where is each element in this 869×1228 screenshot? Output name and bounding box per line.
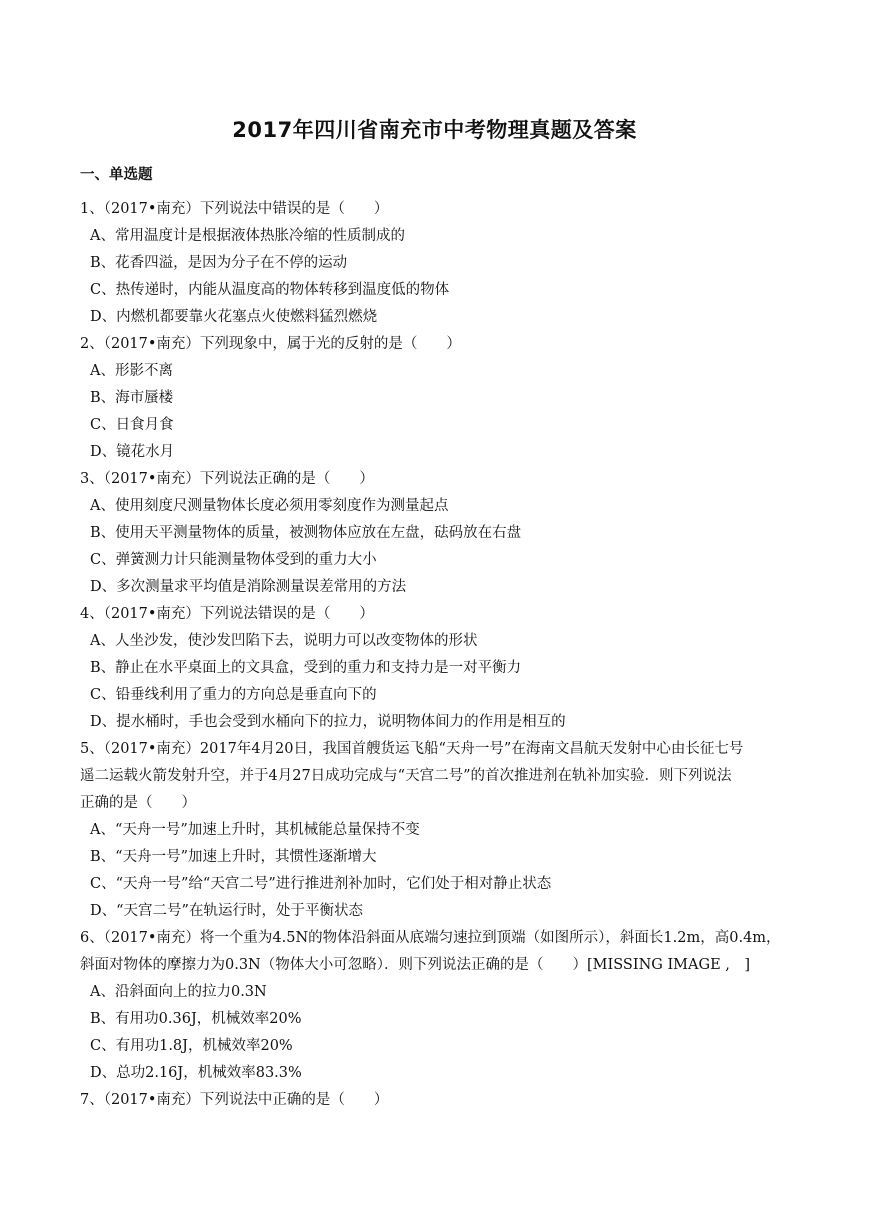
question-3-option-c: C、弹簧测力计只能测量物体受到的重力大小 <box>90 552 377 568</box>
question-2-option-c: C、日食月食 <box>90 417 174 433</box>
question-1-option-b: B、花香四溢，是因为分子在不停的运动 <box>90 255 348 271</box>
question-1-option-c: C、热传递时，内能从温度高的物体转移到温度低的物体 <box>90 282 450 298</box>
question-2-option-b: B、海市蜃楼 <box>90 390 174 406</box>
question-5-option-b: B、“天舟一号”加速上升时，其惯性逐渐增大 <box>90 849 377 865</box>
question-5-stem-line-1: 5、（2017•南充）2017年4月20日，我国首艘货运飞船“天舟一号”在海南文昌航天发射中心由长征七号 <box>80 741 744 757</box>
question-1-option-a: A、常用温度计是根据液体热胀冷缩的性质制成的 <box>90 228 405 244</box>
question-3-option-d: D、多次测量求平均值是消除测量误差常用的方法 <box>90 579 407 595</box>
question-5-option-a: A、“天舟一号”加速上升时，其机械能总量保持不变 <box>90 822 420 838</box>
section-heading: 一、单选题 <box>80 167 153 183</box>
question-5-option-c: C、“天舟一号”给“天宫二号”进行推进剂补加时，它们处于相对静止状态 <box>90 876 552 892</box>
question-3-stem: 3、（2017•南充）下列说法正确的是（ ） <box>80 471 374 487</box>
question-7-stem: 7、（2017•南充）下列说法中正确的是（ ） <box>80 1092 389 1108</box>
question-6-stem-line-2: 斜面对物体的摩擦力为0.3N（物体大小可忽略）．则下列说法正确的是（ ）[MISSING IMAGE , ] <box>80 957 751 973</box>
question-2-option-d: D、镜花水月 <box>90 444 175 460</box>
question-5-stem-line-3: 正确的是（ ） <box>80 795 196 811</box>
question-1-option-d: D、内燃机都要靠火花塞点火使燃料猛烈燃烧 <box>90 309 378 325</box>
question-1-stem: 1、（2017•南充）下列说法中错误的是（ ） <box>80 201 389 217</box>
question-2-stem: 2、（2017•南充）下列现象中，属于光的反射的是（ ） <box>80 336 461 352</box>
question-6-option-a: A、沿斜面向上的拉力0.3N <box>90 984 267 1000</box>
question-3-option-b: B、使用天平测量物体的质量，被测物体应放在左盘，砝码放在右盘 <box>90 525 522 541</box>
question-6-option-d: D、总功2.16J，机械效率83.3% <box>90 1065 302 1081</box>
question-5-stem-line-2: 遥二运载火箭发射升空，并于4月27日成功完成与“天宫二号”的首次推进剂在轨补加实验．则下列说法 <box>80 768 732 784</box>
question-4-stem: 4、（2017•南充）下列说法错误的是（ ） <box>80 606 374 622</box>
question-2-option-a: A、形影不离 <box>90 363 173 379</box>
question-4-option-a: A、人坐沙发，使沙发凹陷下去，说明力可以改变物体的形状 <box>90 633 478 649</box>
page-title: 2017年四川省南充市中考物理真题及答案 <box>232 118 637 142</box>
question-6-stem-line-1: 6、（2017•南充）将一个重为4.5N的物体沿斜面从底端匀速拉到顶端（如图所示），斜面长1.2m，高0.4m， <box>80 930 781 946</box>
question-6-option-c: C、有用功1.8J，机械效率20% <box>90 1038 293 1054</box>
question-4-option-b: B、静止在水平桌面上的文具盒，受到的重力和支持力是一对平衡力 <box>90 660 522 676</box>
question-6-option-b: B、有用功0.36J，机械效率20% <box>90 1011 302 1027</box>
question-4-option-c: C、铅垂线利用了重力的方向总是垂直向下的 <box>90 687 377 703</box>
question-5-option-d: D、“天宫二号”在轨运行时，处于平衡状态 <box>90 903 363 919</box>
question-4-option-d: D、提水桶时，手也会受到水桶向下的拉力，说明物体间力的作用是相互的 <box>90 714 566 730</box>
question-3-option-a: A、使用刻度尺测量物体长度必须用零刻度作为测量起点 <box>90 498 449 514</box>
